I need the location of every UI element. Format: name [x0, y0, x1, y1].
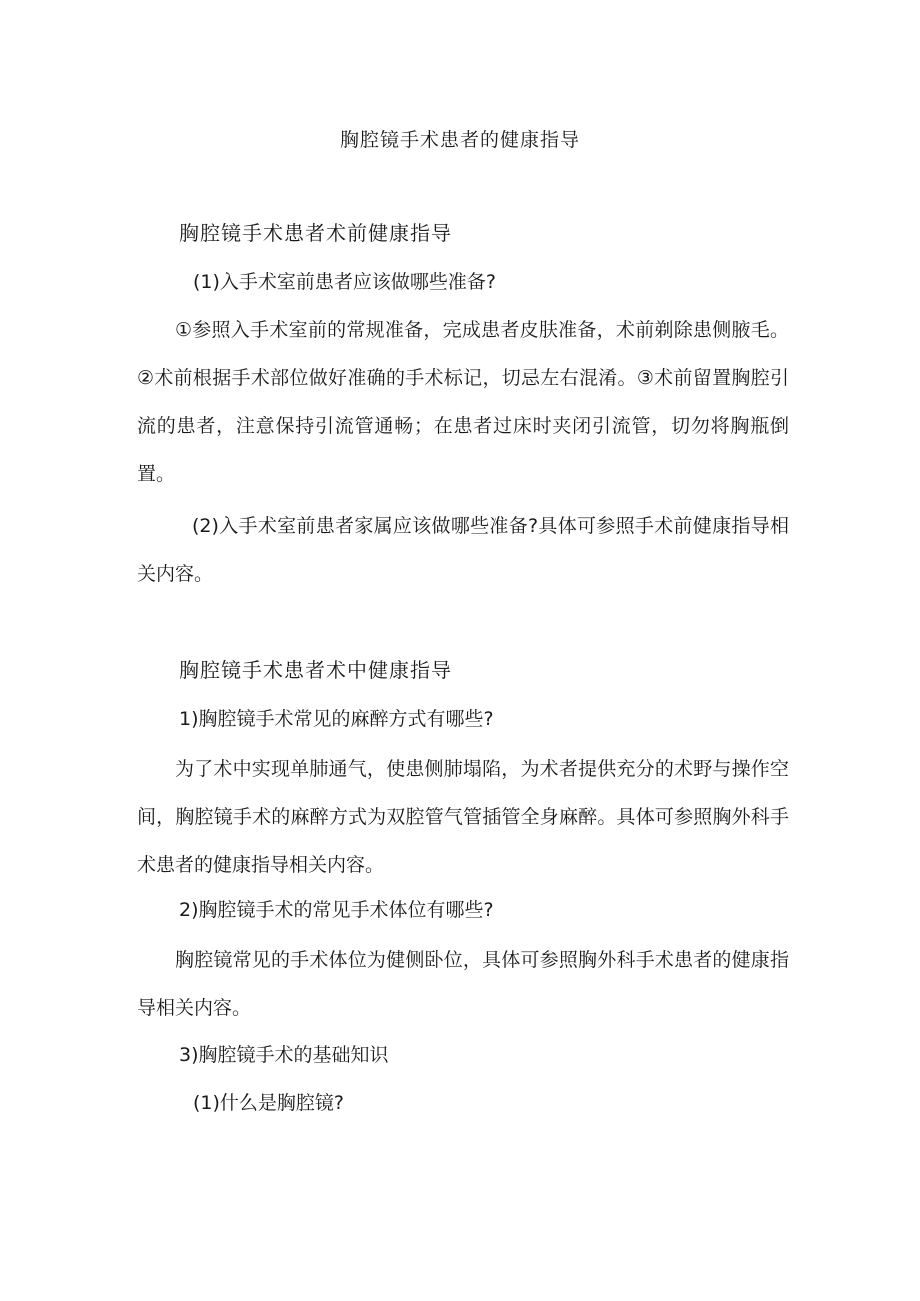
preop-question-2: (2)入手术室前患者家属应该做哪些准备?具体可参照手术前健康指导相关内容。	[137, 515, 789, 585]
preop-question-1: (1)入手术室前患者应该做哪些准备?	[193, 271, 496, 293]
intraop-question-1: 1)胸腔镜手术常见的麻醉方式有哪些?	[179, 708, 494, 730]
intraop-question-2: 2)胸腔镜手术的常见手术体位有哪些?	[179, 899, 494, 921]
preop-answer-1: ①参照入手术室前的常规准备，完成患者皮肤准备，术前剃除患侧腋毛。②术前根据手术部位做好准确的手术标记，切忌左右混淆。③术前留置胸腔引流的患者，注意保持引流管通畅；在患者过床时夹闭引流管，切勿将胸瓶倒置。	[137, 319, 789, 485]
preop-section-heading: 胸腔镜手术患者术前健康指导	[179, 221, 452, 245]
intraop-answer-2: 胸腔镜常见的手术体位为健侧卧位，具体可参照胸外科手术患者的健康指导相关内容。	[137, 949, 789, 1019]
document-title: 胸腔镜手术患者的健康指导	[339, 129, 580, 151]
intraop-question-3-1: (1)什么是胸腔镜?	[193, 1092, 344, 1114]
intraop-answer-1: 为了术中实现单肺通气，使患侧肺塌陷，为术者提供充分的术野与操作空间，胸腔镜手术的麻醉方式为双腔管气管插管全身麻醉。具体可参照胸外科手术患者的健康指导相关内容。	[137, 758, 789, 876]
intraop-question-3: 3)胸腔镜手术的基础知识	[179, 1044, 389, 1066]
intraop-section-heading: 胸腔镜手术患者术中健康指导	[179, 658, 452, 682]
